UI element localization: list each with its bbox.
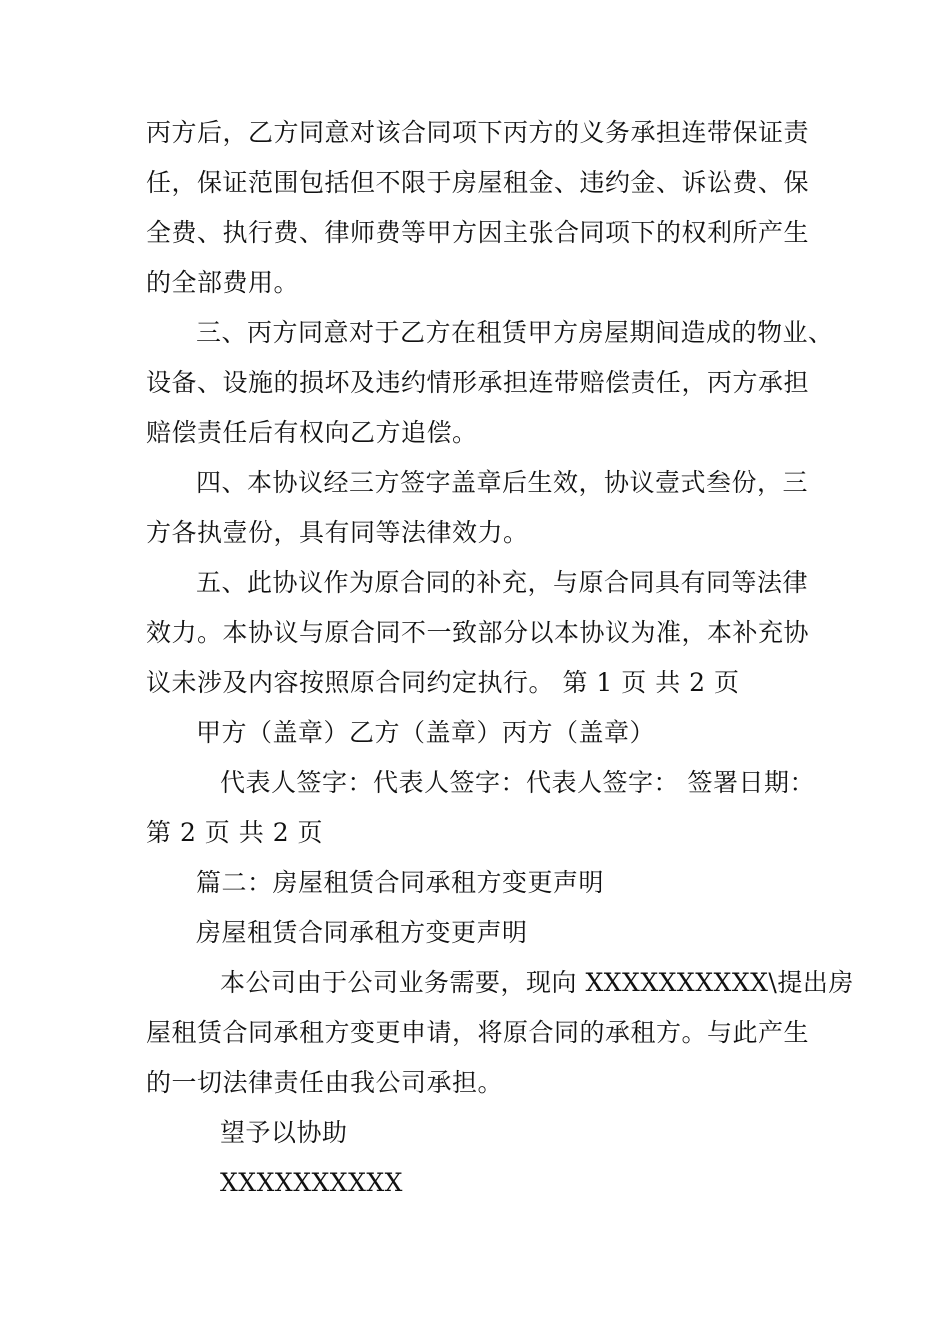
clause-five-line-1: 五、此协议作为原合同的补充，与原合同具有同等法律: [196, 568, 809, 597]
party-seal-line: 甲方（盖章）乙方（盖章）丙方（盖章）: [196, 718, 656, 747]
page-number-line: 第 2 页 共 2 页: [146, 818, 324, 847]
company-placeholder: XXXXXXXXXX: [220, 1168, 403, 1197]
declaration-line-3: 的一切法律责任由我公司承担。: [146, 1068, 504, 1097]
clause-four-line-2: 方各执壹份，具有同等法律效力。: [146, 518, 529, 547]
paragraph-line-3: 全费、执行费、律师费等甲方因主张合同项下的权利所产生: [146, 218, 810, 247]
clause-three-line-2: 设备、设施的损坏及违约情形承担连带赔偿责任，丙方承担: [146, 368, 810, 397]
clause-three-line-1: 三、丙方同意对于乙方在租赁甲方房屋期间造成的物业、: [196, 318, 834, 347]
declaration-line-2: 屋租赁合同承租方变更申请，将原合同的承租方。与此产生: [146, 1018, 810, 1047]
clause-four-line-1: 四、本协议经三方签字盖章后生效，协议壹式叁份，三: [196, 468, 809, 497]
declaration-title: 房屋租赁合同承租方变更声明: [196, 918, 528, 947]
clause-five-line-3: 议未涉及内容按照原合同约定执行。 第 1 页 共 2 页: [146, 668, 740, 697]
declaration-line-1: 本公司由于公司业务需要，现向 XXXXXXXXXX\提出房: [220, 968, 854, 997]
closing-request: 望予以协助: [220, 1118, 348, 1147]
paragraph-line-4: 的全部费用。: [146, 268, 300, 297]
clause-three-line-3: 赔偿责任后有权向乙方追偿。: [146, 418, 478, 447]
section-two-heading: 篇二：房屋租赁合同承租方变更声明: [196, 868, 605, 897]
paragraph-line-2: 任，保证范围包括但不限于房屋租金、违约金、诉讼费、保: [146, 168, 810, 197]
signature-line: 代表人签字：代表人签字：代表人签字： 签署日期：: [220, 768, 815, 797]
clause-five-line-2: 效力。本协议与原合同不一致部分以本协议为准，本补充协: [146, 618, 810, 647]
paragraph-line-1: 丙方后，乙方同意对该合同项下丙方的义务承担连带保证责: [146, 118, 810, 147]
